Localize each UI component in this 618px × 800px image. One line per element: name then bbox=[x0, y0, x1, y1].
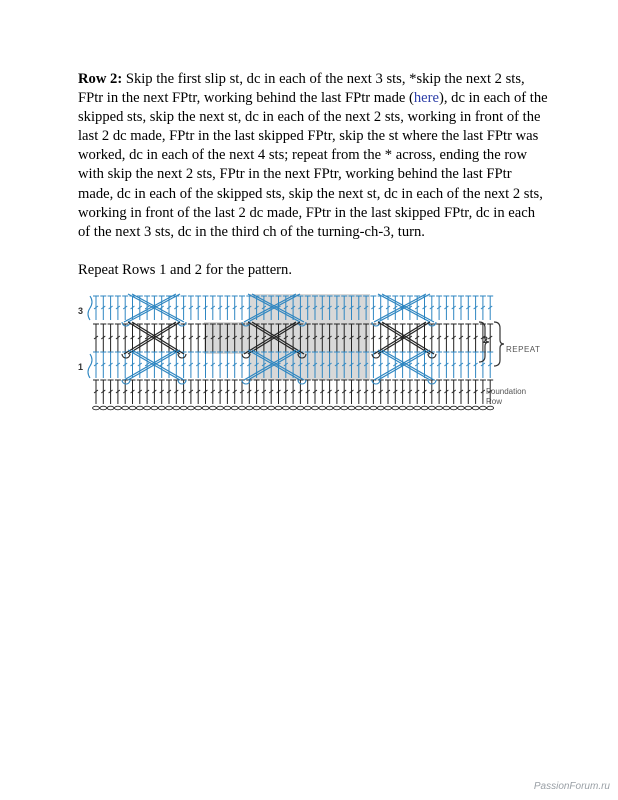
chain-stitch bbox=[261, 406, 268, 410]
dc-stitch bbox=[232, 296, 238, 320]
dc-stitch bbox=[458, 296, 464, 320]
dc-stitch bbox=[159, 380, 165, 404]
dc-stitch bbox=[195, 352, 201, 378]
dc-stitch bbox=[232, 380, 238, 404]
chain-stitch bbox=[428, 406, 435, 410]
dc-stitch bbox=[458, 324, 464, 352]
dc-stitch bbox=[473, 352, 479, 378]
dc-stitch bbox=[378, 352, 384, 378]
dc-stitch bbox=[210, 296, 216, 320]
dc-stitch bbox=[443, 324, 449, 352]
row-label-1: 1 bbox=[78, 362, 84, 372]
dc-stitch bbox=[370, 352, 376, 378]
dc-stitch bbox=[487, 324, 493, 352]
dc-stitch bbox=[458, 352, 464, 378]
dc-stitch bbox=[188, 324, 194, 352]
watermark: PassionForum.ru bbox=[533, 781, 610, 792]
dc-stitch bbox=[480, 380, 486, 404]
dc-stitch bbox=[305, 380, 311, 404]
dc-stitch bbox=[100, 324, 106, 352]
dc-stitch bbox=[436, 352, 442, 378]
chain-stitch bbox=[341, 406, 348, 410]
chain-stitch bbox=[129, 406, 136, 410]
chain-stitch bbox=[407, 406, 414, 410]
repeat-brace-outer bbox=[494, 322, 504, 366]
chain-stitch bbox=[458, 406, 465, 410]
chain-stitch bbox=[202, 406, 209, 410]
dc-stitch bbox=[115, 380, 121, 404]
dc-stitch bbox=[188, 380, 194, 404]
dc-stitch bbox=[217, 380, 223, 404]
dc-stitch bbox=[130, 380, 136, 404]
dc-stitch bbox=[122, 352, 128, 378]
chain-stitch bbox=[304, 406, 311, 410]
dc-stitch bbox=[443, 352, 449, 378]
chain-stitch bbox=[239, 406, 246, 410]
dc-stitch bbox=[144, 380, 150, 404]
chain-stitch bbox=[144, 406, 151, 410]
foundation-label: Foundation bbox=[486, 387, 527, 396]
chain-stitch bbox=[319, 406, 326, 410]
chain-stitch bbox=[136, 406, 143, 410]
row-2-instructions bbox=[78, 70, 548, 242]
chain-stitch bbox=[443, 406, 450, 410]
dc-stitch bbox=[465, 296, 471, 320]
dc-stitch bbox=[451, 296, 457, 320]
dc-stitch bbox=[115, 324, 121, 352]
dc-stitch bbox=[378, 324, 384, 352]
dc-stitch bbox=[334, 380, 340, 404]
dc-stitch bbox=[385, 380, 391, 404]
dc-stitch bbox=[312, 380, 318, 404]
chain-stitch bbox=[231, 406, 238, 410]
dc-stitch bbox=[429, 324, 435, 352]
row-2-text-b: ), dc in each of the skipped sts, skip the next st, dc in each of the next 2 sts, working in front of the last 2 dc made, FPtr in the last skipped FPtr, skip the st where the last FPtr was worked, dc in each of the next 4 sts; repeat from the * across, ending the row with skip the next 2 sts, FPtr in the next FPtr, working behind the last FPtr made, dc in each of the skipped sts, skip the next st, dc in each of the next 2 sts, working in front of the last 2 dc made, FPtr in the last skipped FPtr, dc in each of the next 3 sts, dc in the third ch of the turning-ch-3, turn. bbox=[78, 90, 548, 240]
dc-stitch bbox=[93, 352, 99, 378]
dc-stitch bbox=[429, 296, 435, 320]
dc-stitch bbox=[276, 380, 282, 404]
turning-chain bbox=[88, 354, 92, 378]
dc-stitch bbox=[93, 324, 99, 352]
chain-stitch bbox=[385, 406, 392, 410]
chain-stitch bbox=[421, 406, 428, 410]
dc-stitch bbox=[108, 324, 114, 352]
dc-stitch bbox=[363, 380, 369, 404]
chain-stitch bbox=[392, 406, 399, 410]
chain-stitch bbox=[224, 406, 231, 410]
dc-stitch bbox=[451, 352, 457, 378]
dc-stitch bbox=[195, 296, 201, 320]
chain-stitch bbox=[93, 406, 100, 410]
chain-stitch bbox=[290, 406, 297, 410]
chain-stitch bbox=[209, 406, 216, 410]
chain-stitch bbox=[166, 406, 173, 410]
repeat-shade-mid bbox=[204, 322, 370, 354]
dc-stitch bbox=[203, 380, 209, 404]
repeat-label: REPEAT bbox=[506, 345, 541, 354]
dc-stitch bbox=[436, 380, 442, 404]
dc-stitch bbox=[115, 352, 121, 378]
dc-stitch bbox=[465, 380, 471, 404]
chain-stitch bbox=[100, 406, 107, 410]
dc-stitch bbox=[93, 296, 99, 320]
crochet-chart bbox=[74, 290, 554, 415]
dc-stitch bbox=[370, 324, 376, 352]
chain-stitch bbox=[268, 406, 275, 410]
dc-stitch bbox=[429, 352, 435, 378]
dc-stitch bbox=[115, 296, 121, 320]
dc-stitch bbox=[465, 352, 471, 378]
chain-stitch bbox=[370, 406, 377, 410]
row-label-3: 3 bbox=[78, 306, 84, 316]
dc-stitch bbox=[458, 380, 464, 404]
dc-stitch bbox=[487, 296, 493, 320]
foundation-row-label: Row bbox=[486, 397, 503, 406]
dc-stitch bbox=[151, 380, 157, 404]
dc-stitch bbox=[473, 324, 479, 352]
dc-stitch bbox=[254, 380, 260, 404]
chain-stitch bbox=[275, 406, 282, 410]
dc-stitch bbox=[100, 296, 106, 320]
dc-stitch bbox=[210, 380, 216, 404]
dc-stitch bbox=[283, 380, 289, 404]
chain-stitch bbox=[414, 406, 421, 410]
dc-stitch bbox=[100, 380, 106, 404]
dc-stitch bbox=[349, 380, 355, 404]
chain-stitch bbox=[158, 406, 165, 410]
dc-stitch bbox=[268, 380, 274, 404]
dc-stitch bbox=[290, 380, 296, 404]
dc-stitch bbox=[473, 296, 479, 320]
dc-stitch bbox=[224, 380, 230, 404]
dc-stitch bbox=[487, 352, 493, 378]
dc-stitch bbox=[224, 296, 230, 320]
turning-chain bbox=[88, 296, 92, 320]
here-link[interactable]: here bbox=[413, 90, 439, 107]
chain-stitch bbox=[450, 406, 457, 410]
dc-stitch bbox=[159, 296, 165, 320]
dc-stitch bbox=[188, 296, 194, 320]
chain-stitch bbox=[188, 406, 195, 410]
chain-stitch bbox=[312, 406, 319, 410]
dc-stitch bbox=[137, 380, 143, 404]
dc-stitch bbox=[122, 296, 128, 320]
dc-stitch bbox=[319, 380, 325, 404]
dc-stitch bbox=[195, 324, 201, 352]
dc-stitch bbox=[370, 296, 376, 320]
row-2-label: Row 2: bbox=[78, 71, 123, 87]
dc-stitch bbox=[327, 380, 333, 404]
dc-stitch bbox=[400, 380, 406, 404]
chain-stitch bbox=[180, 406, 187, 410]
chain-stitch bbox=[246, 406, 253, 410]
dc-stitch bbox=[443, 296, 449, 320]
fptr-cable-cross bbox=[372, 350, 436, 384]
dc-stitch bbox=[108, 352, 114, 378]
chain-stitch bbox=[334, 406, 341, 410]
chain-stitch bbox=[115, 406, 122, 410]
dc-stitch bbox=[210, 352, 216, 378]
dc-stitch bbox=[414, 380, 420, 404]
dc-stitch bbox=[451, 324, 457, 352]
dc-stitch bbox=[100, 352, 106, 378]
dc-stitch bbox=[181, 296, 187, 320]
dc-stitch bbox=[480, 296, 486, 320]
dc-stitch bbox=[122, 324, 128, 352]
dc-stitch bbox=[217, 352, 223, 378]
chain-stitch bbox=[297, 406, 304, 410]
dc-stitch bbox=[217, 296, 223, 320]
dc-stitch bbox=[203, 296, 209, 320]
dc-stitch bbox=[422, 380, 428, 404]
chain-stitch bbox=[217, 406, 224, 410]
dc-stitch bbox=[392, 380, 398, 404]
dc-stitch bbox=[159, 324, 165, 352]
row-2-text-a: Skip the first slip st, dc in each of the next 3 sts, *skip the next 2 sts, FPtr in the next FPtr, working behind the last FPtr made ( bbox=[78, 71, 525, 107]
chain-stitch bbox=[472, 406, 479, 410]
dc-stitch bbox=[93, 380, 99, 404]
chain-stitch bbox=[122, 406, 129, 410]
repeat-rows-line: Repeat Rows 1 and 2 for the pattern. bbox=[78, 262, 292, 278]
dc-stitch bbox=[341, 380, 347, 404]
dc-stitch bbox=[181, 324, 187, 352]
dc-stitch bbox=[159, 352, 165, 378]
dc-stitch bbox=[451, 380, 457, 404]
dc-stitch bbox=[443, 380, 449, 404]
dc-stitch bbox=[224, 352, 230, 378]
chain-stitch bbox=[480, 406, 487, 410]
chain-stitch bbox=[253, 406, 260, 410]
chain-stitch bbox=[436, 406, 443, 410]
chain-stitch bbox=[399, 406, 406, 410]
chain-stitch bbox=[465, 406, 472, 410]
chain-stitch bbox=[355, 406, 362, 410]
dc-stitch bbox=[465, 324, 471, 352]
chain-stitch bbox=[151, 406, 158, 410]
chain-stitch bbox=[377, 406, 384, 410]
dc-stitch bbox=[232, 352, 238, 378]
dc-stitch bbox=[261, 380, 267, 404]
chain-stitch bbox=[195, 406, 202, 410]
dc-stitch bbox=[356, 380, 362, 404]
chain-stitch bbox=[348, 406, 355, 410]
dc-stitch bbox=[203, 352, 209, 378]
dc-stitch bbox=[173, 380, 179, 404]
row-label-2: 2 bbox=[483, 335, 489, 345]
chain-stitch bbox=[107, 406, 114, 410]
chain-stitch bbox=[487, 406, 494, 410]
dc-stitch bbox=[188, 352, 194, 378]
dc-stitch bbox=[166, 380, 172, 404]
dc-stitch bbox=[108, 296, 114, 320]
dc-stitch bbox=[108, 380, 114, 404]
dc-stitch bbox=[239, 296, 245, 320]
dc-stitch bbox=[473, 380, 479, 404]
dc-stitch bbox=[407, 380, 413, 404]
dc-stitch bbox=[378, 296, 384, 320]
chain-stitch bbox=[173, 406, 180, 410]
chain-stitch bbox=[326, 406, 333, 410]
fptr-cable-cross bbox=[372, 294, 436, 326]
dc-stitch bbox=[195, 380, 201, 404]
chain-stitch bbox=[363, 406, 370, 410]
chain-stitch bbox=[282, 406, 289, 410]
dc-stitch bbox=[436, 296, 442, 320]
dc-stitch bbox=[436, 324, 442, 352]
